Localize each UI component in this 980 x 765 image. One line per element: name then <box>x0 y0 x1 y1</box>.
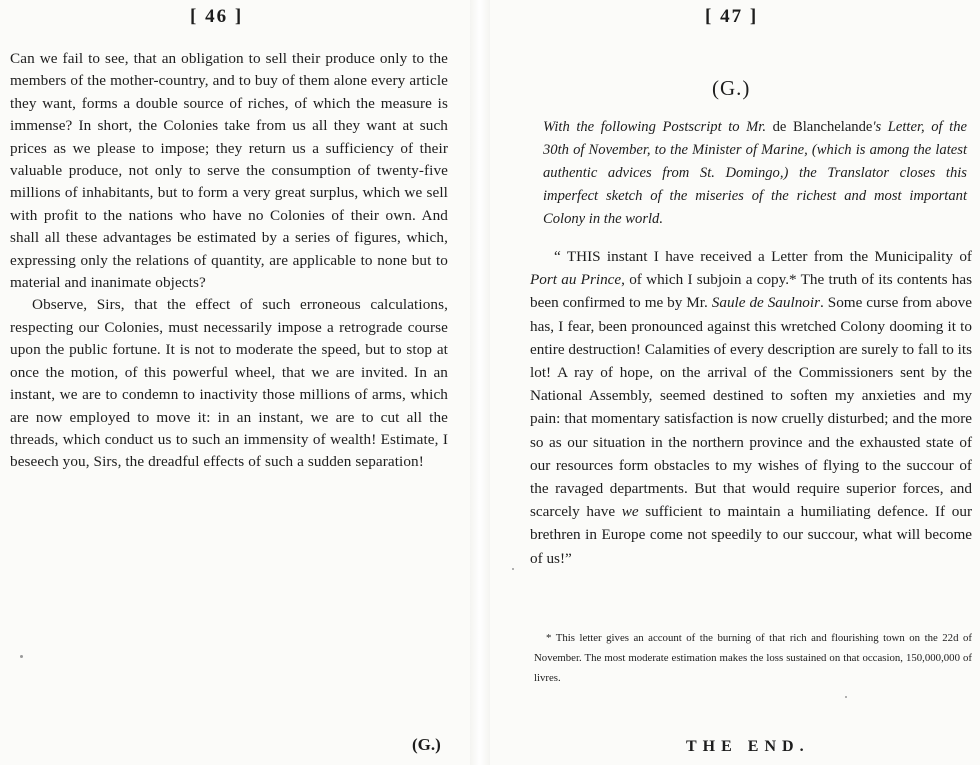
book-gutter <box>470 0 490 765</box>
letter-person: Saule de Saulnoir <box>711 294 821 312</box>
letter-place: Port au Prince <box>530 271 622 289</box>
intro-text-b: 's Letter, of the 30th of November, to the Minister of Marine, (which is among the latest authentic advices from St. Domingo,) the Translator closes this imperfect sketch of the miseries of the richest and most important Colony in the world. <box>543 119 967 227</box>
left-page <box>0 0 470 765</box>
letter-text <box>530 245 972 570</box>
right-page-number: [ 47 ] <box>705 6 759 27</box>
letter-paragraph <box>530 245 972 570</box>
letter-text-a: “ THIS instant I have received a Letter from the Municipality of <box>554 248 972 265</box>
paper-speck <box>512 568 514 570</box>
footnote: * This letter gives an account of the burning of that rich and flourishing town on the 22d of November. The most moderate estimation makes the loss sustained on that occasion, 150,000,000 of livres. <box>534 632 972 684</box>
left-catchword: (G.) <box>412 735 441 754</box>
letter-text-d: sufficient to maintain a humiliating defence. If our brethren in Europe come not speedily to our succour, what will become of us!” <box>530 503 973 567</box>
left-page-number: [ 46 ] <box>190 6 244 27</box>
paper-speck <box>20 655 23 658</box>
letter-text-c: . Some curse from above has, I fear, been pronounced against this wretched Colony dooming it to entire destruction! Calamities of every description are surely to fall to its lot! A ray of hope, on the arrival of the Commissioners sent by the National Assembly, seemed destined to soften my anxieties and my pain: that momentary satisfaction is now cruelly disturbed; and the more so as our situation in the northern province and the exhausted state of our resources form obstacles to my wishes of flying to the succour of the ravaged departments. But that would require superior forces, and scarcely have <box>530 294 972 521</box>
appendix-intro <box>527 116 967 231</box>
letter-text-b: , of which I subjoin a copy.* The truth of its contents has been confirmed to me by Mr. <box>530 271 972 312</box>
left-page-body <box>10 48 448 474</box>
paper-speck <box>845 696 847 698</box>
letter-we: we <box>621 503 639 521</box>
intro-name: de Blanchelande <box>772 119 873 135</box>
appendix-heading: (G.) <box>712 76 751 100</box>
the-end: THE END. <box>686 738 810 755</box>
intro-text-a: With the following Postscript to Mr. <box>543 119 773 135</box>
left-paragraph-1: Can we fail to see, that an obligation to sell their produce only to the members of the mother-country, and to buy of them alone every article they want, forms a double source of riches, of which the measure is immense? In short, the Colonies take from us all they want at such prices as we please to impose; they return us a sufficiency of their valuable produce, not only to serve the consumption of twenty-five millions of inhabitants, but to form a very great surplus, which we sell with profit to the nations who have no Colonies of their own. And shall all these advantages be estimated by a series of figures, which, expressing only the relations of quantity, are applicable to none but to material and inanimate objects? <box>10 50 448 292</box>
left-paragraph-2: Observe, Sirs, that the effect of such erroneous calculations, respecting our Colonies, must necessarily impose a retrograde course upon the public fortune. It is not to moderate the speed, but to stop at once the motion, of this powerful wheel, that we are invited. In an instant, we are to condemn to inactivity those millions of arms, which are now employed to move it: in an instant, we are to cut all the threads, which conduct us to such an immensity of wealth! Estimate, I beseech you, Sirs, the dreadful effects of such a sudden separation! <box>10 296 448 471</box>
